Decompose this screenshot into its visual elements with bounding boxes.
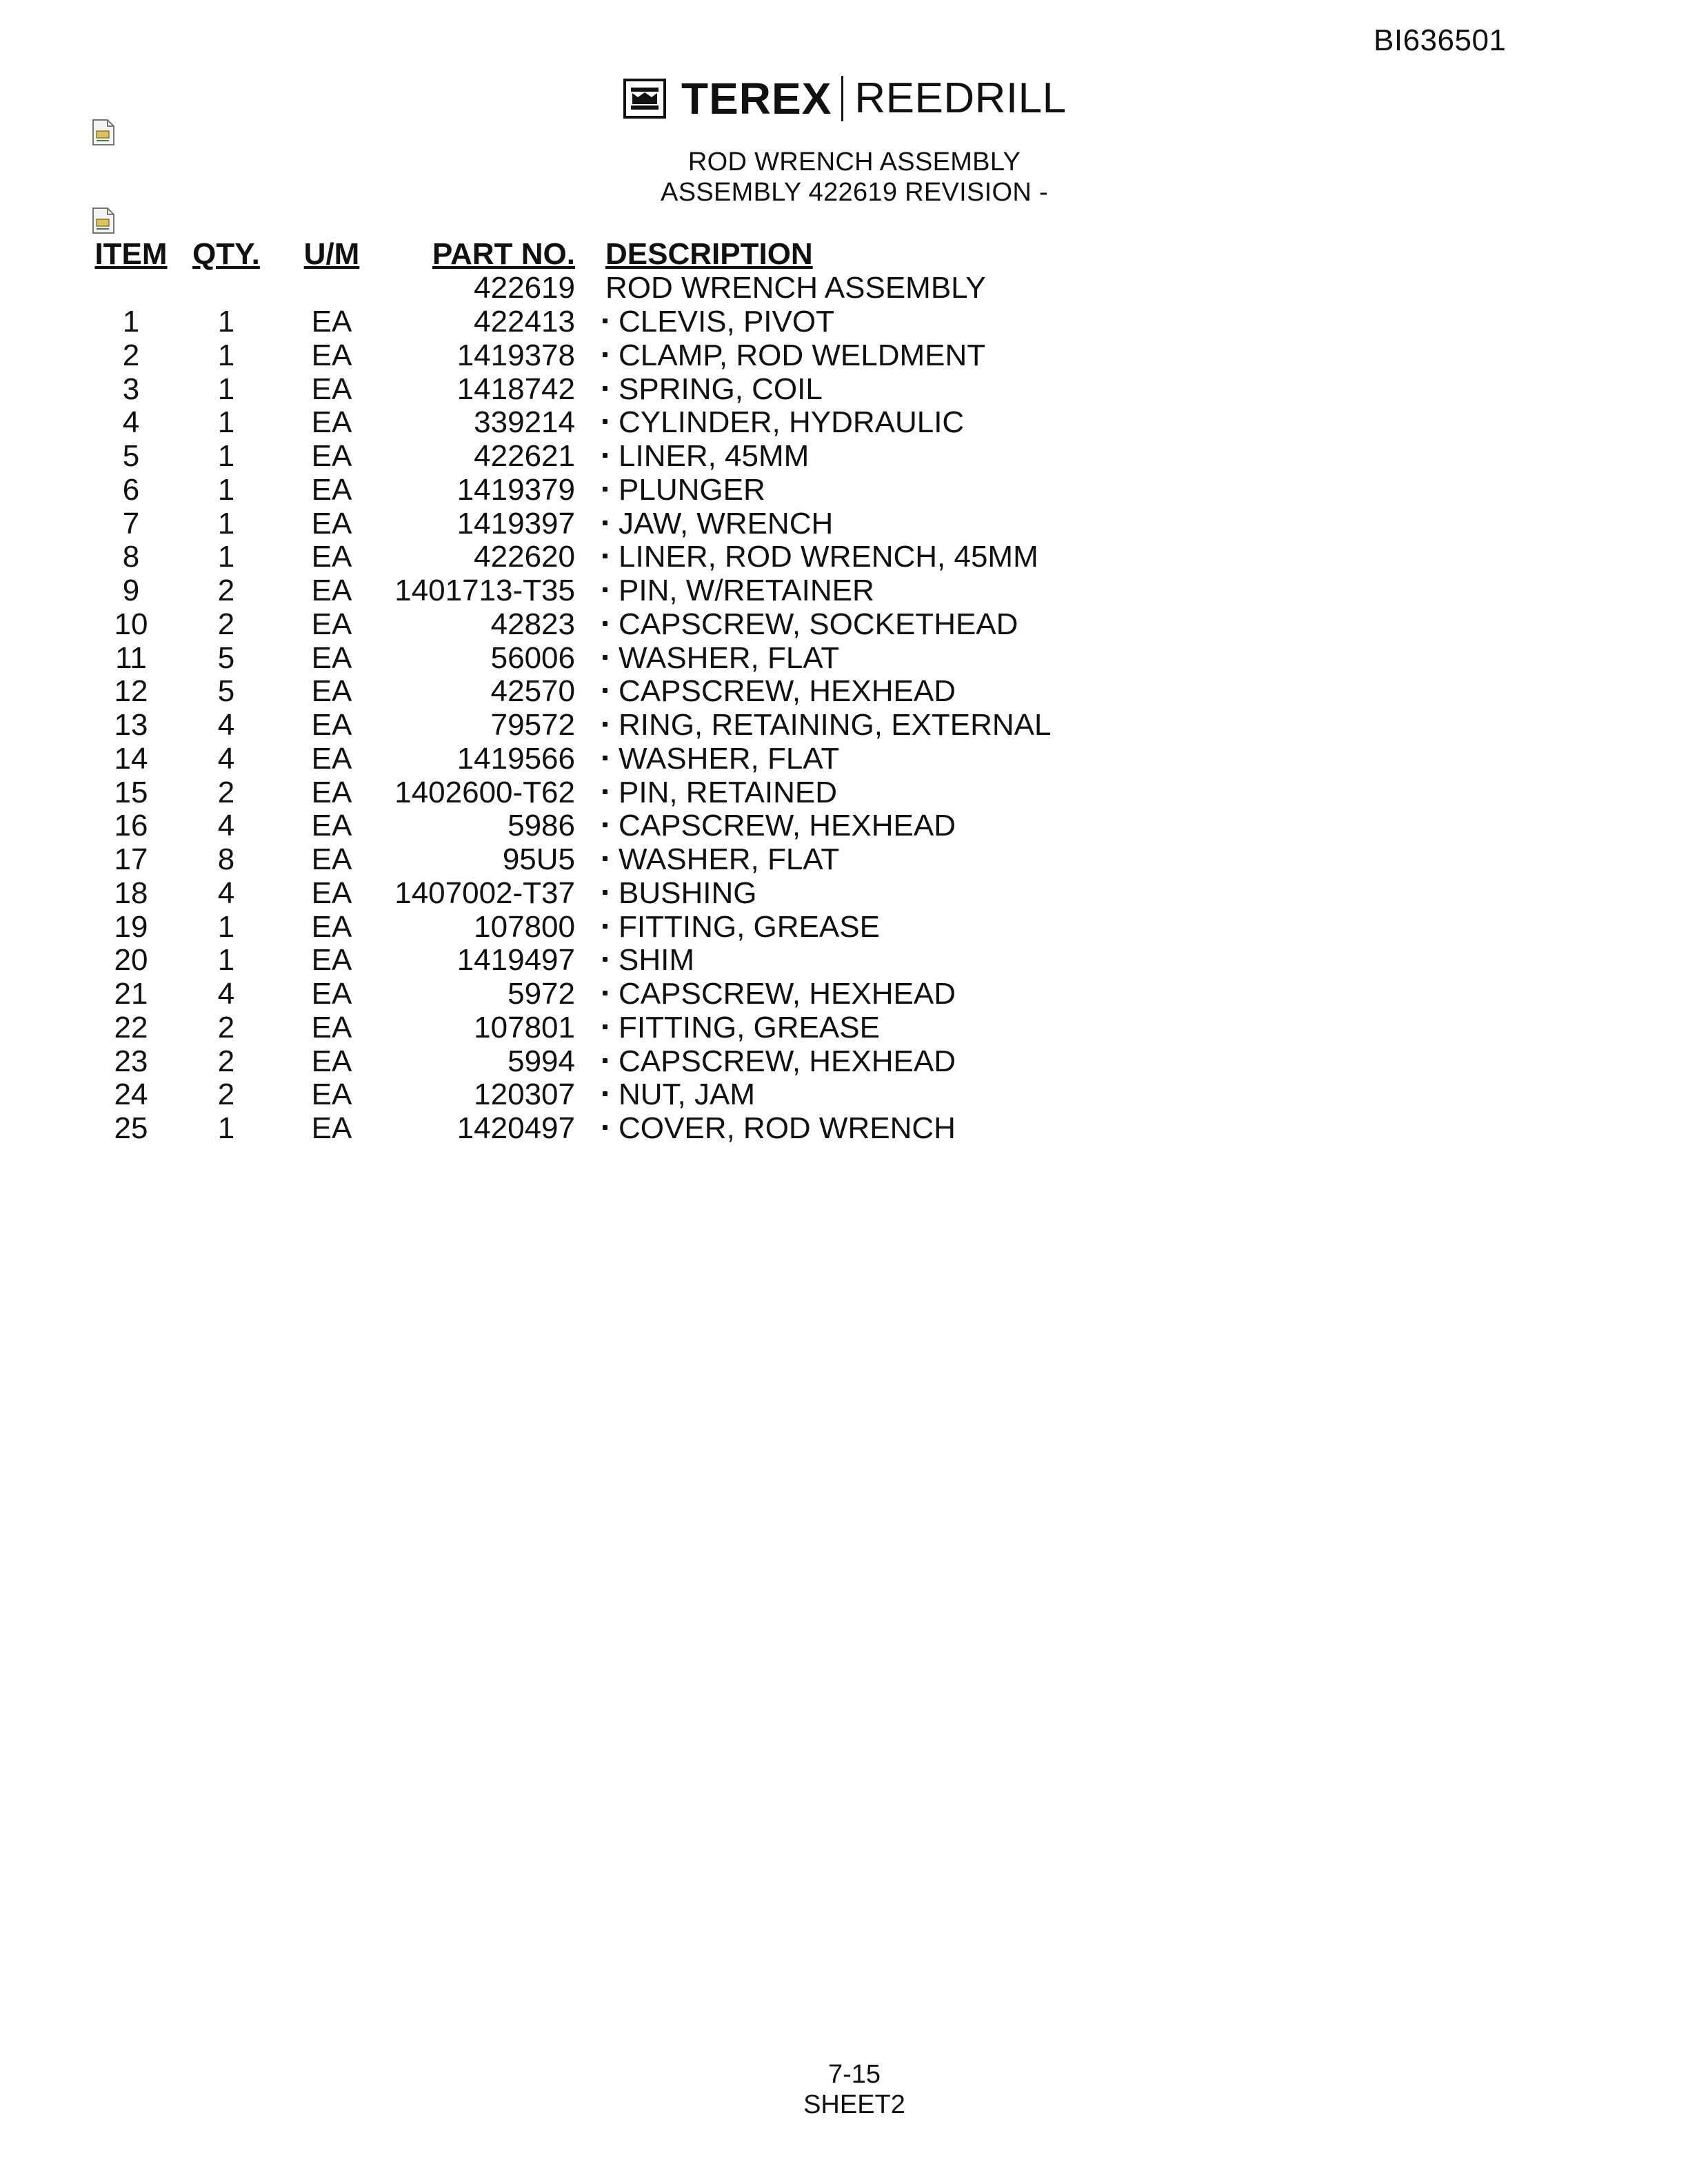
description-text: NUT, JAM [619,1078,755,1112]
description-text: PIN, W/RETAINER [619,574,874,608]
table-row [90,406,1226,440]
indent-bullet-icon [603,621,607,626]
table-row [90,540,1226,574]
cell-description [575,372,1226,406]
cell-item: 17 [114,842,148,877]
indent-bullet-icon [603,756,607,760]
cell-qty: 2 [217,607,235,641]
description-text: SHIM [619,943,694,978]
cell-um [280,272,383,305]
cell-item: 19 [114,909,148,944]
cell-part-no: 120307 [474,1078,575,1112]
assembly-row [90,272,1226,305]
description-text: PIN, RETAINED [619,775,838,809]
cell-item: 16 [114,809,148,843]
table-row [90,843,1226,877]
logo-brand-text: TEREX [681,74,832,123]
indent-bullet-icon [603,386,607,391]
cell-item: 15 [114,775,148,809]
table-header-row [90,233,1226,272]
cell-part-no: 107801 [474,1010,575,1044]
description-text: CLEVIS, PIVOT [619,305,834,339]
indent-bullet-icon [603,487,607,492]
cell-qty: 1 [217,338,235,372]
cell-qty: 1 [217,506,235,540]
description-text: CYLINDER, HYDRAULIC [619,405,965,440]
cell-um: EA [311,741,352,776]
description-text: LINER, ROD WRENCH, 45MM [619,540,1038,574]
cell-qty: 2 [217,1078,235,1112]
cell-description [575,877,1226,911]
indent-bullet-icon [603,318,607,323]
parts-list-table [90,233,1226,1146]
cell-description [575,843,1226,877]
header-um: U/M [303,237,360,271]
cell-description [575,776,1226,809]
indent-bullet-icon [603,554,607,558]
indent-bullet-icon [603,655,607,660]
cell-qty: 5 [217,640,235,675]
cell-item: 14 [114,741,148,776]
description-text: BUSHING [619,876,757,910]
cell-qty [172,272,280,305]
table-row [90,809,1226,843]
indent-bullet-icon [603,957,607,962]
indent-bullet-icon [603,1024,607,1029]
cell-um: EA [311,1111,352,1146]
cell-um: EA [311,842,352,877]
cell-description [575,675,1226,709]
cell-um: EA [311,607,352,641]
cell-part-no: 1419379 [456,472,575,507]
logo-product-text: REEDRILL [854,74,1067,122]
cell-um: EA [311,708,352,742]
cell-description [575,1078,1226,1112]
description-text: CAPSCREW, HEXHEAD [619,1044,956,1078]
cell-part-no: 5986 [508,809,575,843]
description-text: WASHER, FLAT [619,842,840,877]
header-item: ITEM [94,237,168,271]
cell-um: EA [311,405,352,440]
cell-qty: 4 [217,977,235,1011]
cell-description [575,305,1226,339]
description-text: WASHER, FLAT [619,640,840,675]
description-text: CAPSCREW, SOCKETHEAD [619,607,1018,641]
cell-um: EA [311,977,352,1011]
cell-description [575,406,1226,440]
description-text: SPRING, COIL [619,372,823,406]
cell-description [575,1112,1226,1146]
indent-bullet-icon [603,722,607,727]
cell-qty: 1 [217,943,235,978]
cell-item: 7 [122,506,140,540]
cell-part-no: 1402600-T62 [394,775,575,809]
description-text: CAPSCREW, HEXHEAD [619,674,956,709]
cell-item: 23 [114,1044,148,1078]
cell-item: 9 [122,574,140,608]
indent-bullet-icon [603,822,607,827]
cell-description [575,641,1226,675]
header-description: DESCRIPTION [605,237,813,271]
cell-part-no: 422620 [474,540,575,574]
table-row [90,978,1226,1011]
description-text: LINER, 45MM [619,439,810,474]
cell-item: 6 [122,472,140,507]
indent-bullet-icon [603,453,607,458]
cell-um: EA [311,640,352,675]
cell-part-no: 1418742 [456,372,575,406]
cell-item: 10 [114,607,148,641]
cell-um: EA [311,876,352,910]
indent-bullet-icon [603,924,607,929]
indent-bullet-icon [603,520,607,525]
cell-part-no: 5972 [508,977,575,1011]
table-row [90,910,1226,944]
header-part-no: PART NO. [432,237,575,271]
cell-part-no: 422413 [474,305,575,339]
cell-item: 1 [122,305,140,339]
indent-bullet-icon [603,419,607,424]
document-link-icon[interactable] [91,119,116,146]
cell-um: EA [311,574,352,608]
cell-part-no: 1419397 [456,506,575,540]
table-row [90,776,1226,809]
indent-bullet-icon [603,688,607,693]
cell-item: 11 [115,640,147,675]
cell-item: 8 [122,540,140,574]
cell-um: EA [311,1078,352,1112]
cell-um: EA [311,775,352,809]
cell-part-no: 1419378 [456,338,575,372]
indent-bullet-icon [603,856,607,861]
cell-um: EA [311,809,352,843]
cell-description [575,978,1226,1011]
cell-description [575,742,1226,776]
description-text: FITTING, GREASE [619,909,880,944]
cell-qty: 1 [217,1111,235,1146]
cell-item: 18 [114,876,148,910]
assembly-subtitle: ASSEMBLY 422619 REVISION - [661,178,1048,207]
cell-part-no: 1420497 [456,1111,575,1146]
cell-qty: 5 [217,674,235,709]
cell-part-no: 5994 [508,1044,575,1078]
cell-item: 3 [122,372,140,406]
cell-qty: 4 [217,741,235,776]
description-text: CAPSCREW, HEXHEAD [619,977,956,1011]
indent-bullet-icon [603,1125,607,1130]
cell-description [575,507,1226,540]
cell-qty: 1 [217,472,235,507]
cell-um: EA [311,1010,352,1044]
table-row [90,641,1226,675]
cell-description [575,540,1226,574]
cell-part-no: 42570 [490,674,575,709]
cell-part-no: 422621 [474,439,575,474]
cell-um: EA [311,1044,352,1078]
cell-item: 2 [122,338,140,372]
table-row [90,1078,1226,1112]
table-row [90,608,1226,642]
indent-bullet-icon [603,587,607,592]
cell-um: EA [311,439,352,474]
cell-um: EA [311,372,352,406]
cell-item: 4 [122,405,140,440]
cell-part-no: 1407002-T37 [394,876,575,910]
terex-reedrill-logo [623,76,1067,121]
cell-description [575,608,1226,642]
table-row [90,944,1226,978]
cell-item: 24 [114,1078,148,1112]
table-row [90,1044,1226,1078]
cell-qty: 2 [217,1044,235,1078]
cell-item [90,272,172,305]
cell-part-no: 339214 [474,405,575,440]
table-row [90,305,1226,339]
cell-part-no: 56006 [490,640,575,675]
indent-bullet-icon [603,1058,607,1063]
cell-qty: 1 [217,372,235,406]
cell-description [575,339,1226,373]
cell-item: 22 [114,1010,148,1044]
description-text: CAPSCREW, HEXHEAD [619,809,956,843]
table-row [90,474,1226,507]
cell-qty: 8 [217,842,235,877]
description-text: FITTING, GREASE [619,1010,880,1044]
cell-part-no: 1419566 [456,741,575,776]
table-row [90,1112,1226,1146]
cell-description: ROD WRENCH ASSEMBLY [605,271,986,305]
cell-qty: 1 [217,405,235,440]
cell-qty: 1 [217,439,235,474]
cell-description [575,474,1226,507]
cell-um: EA [311,909,352,944]
cell-qty: 2 [217,775,235,809]
cell-part-no: 1419497 [456,943,575,978]
header-qty: QTY. [192,237,260,271]
document-number: BI636501 [1374,23,1507,57]
terex-crown-icon [623,79,666,119]
cell-part-no: 107800 [474,909,575,944]
cell-item: 13 [114,708,148,742]
cell-item: 21 [114,977,148,1011]
description-text: CLAMP, ROD WELDMENT [619,338,986,372]
cell-qty: 1 [217,909,235,944]
cell-item: 20 [114,943,148,978]
cell-qty: 4 [217,809,235,843]
cell-um: EA [311,540,352,574]
cell-description [575,440,1226,474]
cell-part-no: 42823 [490,607,575,641]
table-row [90,675,1226,709]
cell-um: EA [311,338,352,372]
description-text: JAW, WRENCH [619,506,834,540]
description-text: COVER, ROD WRENCH [619,1111,956,1146]
cell-qty: 4 [217,876,235,910]
indent-bullet-icon [603,890,607,895]
indent-bullet-icon [603,991,607,995]
cell-description [575,1044,1226,1078]
assembly-title: ROD WRENCH ASSEMBLY [687,148,1021,176]
cell-um: EA [311,674,352,709]
cell-description [575,809,1226,843]
table-row [90,507,1226,540]
cell-item: 12 [114,674,148,709]
table-row [90,574,1226,608]
cell-description [575,944,1226,978]
cell-qty: 1 [217,540,235,574]
table-row [90,1011,1226,1045]
table-row [90,877,1226,911]
cell-qty: 2 [217,574,235,608]
cell-item: 5 [122,439,140,474]
page-number: 7-15 [827,2060,881,2089]
cell-part-no: 79572 [490,708,575,742]
indent-bullet-icon [603,1091,607,1096]
cell-description [575,910,1226,944]
table-row [90,440,1226,474]
cell-part-no: 422619 [474,271,575,305]
cell-um: EA [311,943,352,978]
cell-item: 25 [114,1111,148,1146]
table-row [90,742,1226,776]
cell-qty: 2 [217,1010,235,1044]
cell-part-no: 1401713-T35 [394,574,575,608]
document-link-icon[interactable] [91,207,116,234]
cell-qty: 4 [217,708,235,742]
cell-um: EA [311,472,352,507]
cell-description [575,709,1226,742]
sheet-label: SHEET2 [803,2090,905,2119]
cell-description [575,1011,1226,1045]
description-text: PLUNGER [619,472,765,507]
description-text: RING, RETAINING, EXTERNAL [619,708,1052,742]
description-text: WASHER, FLAT [619,741,840,776]
logo-divider [841,76,843,121]
indent-bullet-icon [603,352,607,357]
cell-um: EA [311,305,352,339]
cell-description [575,574,1226,608]
cell-um: EA [311,506,352,540]
table-row [90,709,1226,742]
table-row [90,339,1226,373]
cell-part-no: 95U5 [502,842,575,877]
cell-qty: 1 [217,305,235,339]
indent-bullet-icon [603,789,607,794]
table-row [90,372,1226,406]
